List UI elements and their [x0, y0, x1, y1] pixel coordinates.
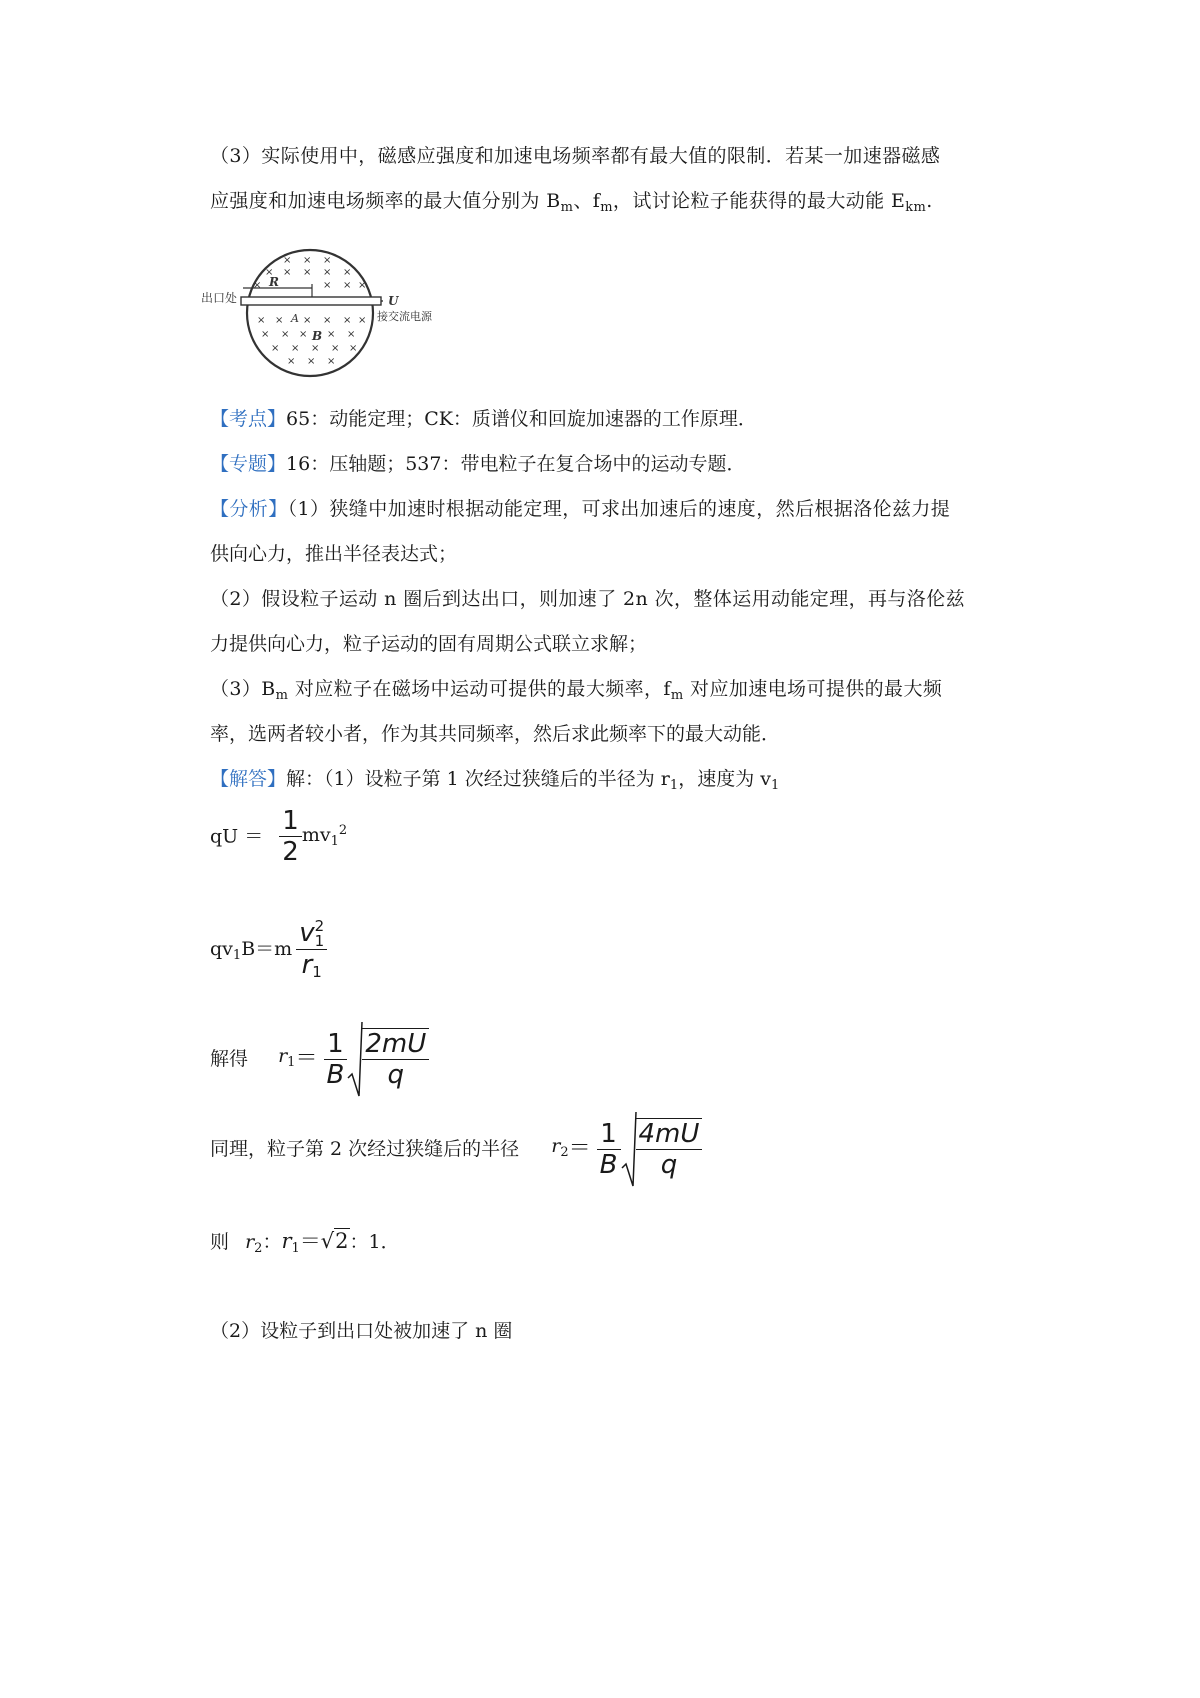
problem-part3-line1: （3）实际使用中，磁感应强度和加速电场频率都有最大值的限制．若某一加速器磁感 — [210, 145, 941, 167]
svg-text:×: × — [327, 356, 336, 367]
kaodian-line — [210, 404, 757, 434]
eq-var — [551, 1134, 569, 1160]
kaodian-tag: 【考点】 — [210, 408, 287, 430]
var-r: r — [301, 949, 313, 980]
text-seg: （3）B — [210, 678, 276, 700]
fraction-one-over-b — [597, 1119, 621, 1180]
eq-text: 同理，粒子第 2 次经过狭缝后的半径 — [210, 1138, 520, 1160]
eq-text: ：1． — [349, 1231, 400, 1253]
frac-den: q — [362, 1059, 429, 1090]
svg-text:×: × — [303, 267, 312, 278]
text-seg: （1）狭缝中加速时根据动能定理，可求出加速后的速度，然后根据洛伦兹力提 — [287, 498, 951, 520]
zhuanti-tag: 【专题】 — [210, 453, 287, 475]
fenxi-line3: （2）假设粒子运动 n 圈后到达出口，则加速了 2n 次，整体运用动能定理，再与洛伦兹 — [210, 588, 966, 610]
text-seg: 对应加速电场可提供的最大频 — [683, 678, 943, 700]
text-seg: . — [926, 190, 933, 212]
fraction-one-half — [279, 806, 302, 867]
text-seg: 应强度和加速电场频率的最大值分别为 B — [210, 190, 561, 212]
frac-num: 1 — [327, 1028, 344, 1059]
exit-label: 出口处 — [201, 291, 238, 305]
equation-lorentz-force — [210, 918, 327, 987]
eq-text: qU ＝ — [210, 825, 264, 848]
subscript: 1 — [312, 962, 322, 981]
subscript: km — [905, 200, 927, 215]
subscript: 2 — [560, 1144, 569, 1160]
jieda-line1 — [210, 764, 779, 801]
text-seg: ，试讨论粒子能获得的最大动能 E — [612, 190, 906, 212]
text-seg: 、f — [573, 190, 601, 212]
subscript: m — [560, 200, 574, 215]
svg-text:×: × — [343, 267, 352, 278]
eq-text: ＝ — [295, 1046, 318, 1071]
svg-text:×: × — [343, 280, 352, 291]
svg-text:×: × — [287, 356, 296, 367]
subscript: 1 — [287, 1054, 296, 1070]
superscript: 2 — [338, 823, 348, 838]
svg-text:×: × — [303, 255, 312, 266]
part2-line: （2）设粒子到出口处被加速了 n 圈 — [210, 1320, 513, 1342]
svg-text:×: × — [358, 280, 367, 291]
eq-var — [245, 1231, 263, 1256]
frac-num: 2mU — [365, 1029, 427, 1059]
var-r: r — [281, 1229, 292, 1253]
text-seg: 解：（1）设粒子第 1 次经过狭缝后的半径为 r — [286, 768, 670, 790]
fraction-one-over-b — [324, 1029, 348, 1090]
kaodian-text: 65：动能定理；CK：质谱仪和回旋加速器的工作原理． — [286, 408, 757, 430]
frac-den: 2 — [279, 836, 302, 867]
subscript: 1 — [232, 947, 242, 963]
subscript: m — [600, 200, 613, 215]
frac-den: B — [597, 1149, 621, 1180]
text-seg: ，速度为 v — [678, 768, 771, 790]
frac-num: 1 — [600, 1118, 617, 1149]
subscript: 1 — [770, 778, 780, 793]
svg-text:×: × — [283, 267, 292, 278]
svg-text:×: × — [281, 329, 290, 340]
frac-den: B — [324, 1059, 348, 1090]
b-label: B — [312, 329, 323, 343]
frac-num: 4mU — [638, 1119, 700, 1149]
svg-text:×: × — [307, 356, 316, 367]
svg-text:×: × — [347, 329, 356, 340]
superscript: 2 — [314, 916, 325, 935]
gap-slit — [241, 297, 381, 305]
fenxi-line2: 供向心力，推出半径表达式； — [210, 543, 458, 565]
sqrt-two: √2 — [320, 1229, 349, 1253]
equation-kinetic-energy — [210, 806, 347, 867]
svg-text:×: × — [323, 280, 332, 291]
svg-text:×: × — [343, 315, 352, 326]
fraction-v-over-r — [296, 918, 327, 987]
eq-var — [281, 1229, 300, 1256]
svg-text:×: × — [265, 267, 274, 278]
svg-text:×: × — [323, 255, 332, 266]
subscript: m — [275, 688, 289, 703]
problem-part3-line2 — [210, 186, 933, 223]
subscript: 1 — [314, 931, 325, 950]
frac-num: 1 — [282, 806, 299, 836]
equation-r2 — [210, 1110, 702, 1188]
text-seg: 对应粒子在磁场中运动可提供的最大频率，f — [288, 678, 671, 700]
eq-text: ＝ — [299, 1229, 321, 1253]
eq-text: B＝m — [241, 937, 293, 960]
svg-text:×: × — [271, 343, 280, 354]
svg-text:×: × — [303, 315, 312, 326]
svg-text:×: × — [311, 343, 320, 354]
var-v: v — [299, 918, 315, 948]
jieda-tag: 【解答】 — [210, 768, 287, 790]
frac-den — [296, 949, 327, 987]
u-label: U — [388, 294, 399, 308]
svg-text:×: × — [257, 315, 266, 326]
eq-text: 则 — [210, 1231, 230, 1253]
radicand — [636, 1118, 703, 1180]
subscript: m — [670, 688, 684, 703]
svg-text:×: × — [261, 329, 270, 340]
fenxi-line5 — [210, 674, 942, 711]
sqrt-2mu-over-q — [347, 1020, 429, 1098]
svg-text:×: × — [331, 343, 340, 354]
eq-text: ： — [262, 1231, 282, 1253]
subscript: 1 — [330, 834, 339, 849]
eq-text: qv — [210, 937, 233, 960]
source-label: 接交流电源 — [377, 310, 432, 323]
equation-ratio — [210, 1226, 400, 1264]
field-cross-marks — [253, 255, 366, 367]
eq-lhs — [210, 937, 293, 963]
svg-text:×: × — [358, 315, 367, 326]
svg-text:×: × — [283, 255, 292, 266]
frac-num — [296, 918, 327, 949]
radical-sign — [621, 1110, 637, 1188]
svg-text:×: × — [327, 329, 336, 340]
svg-text:×: × — [323, 315, 332, 326]
subscript: 1 — [291, 1241, 300, 1256]
sqrt-4mu-over-q — [621, 1110, 703, 1188]
fenxi-tag: 【分析】 — [210, 498, 288, 520]
var-r: r — [278, 1044, 288, 1067]
eq-var — [278, 1044, 296, 1070]
radicand: 2 — [335, 1229, 349, 1253]
var-r: r — [551, 1134, 561, 1157]
eq-text: mv — [301, 824, 331, 846]
frac-den: q — [636, 1149, 703, 1180]
radical-sign — [347, 1020, 363, 1098]
fenxi-line4: 力提供向心力，粒子运动的固有周期公式联立求解； — [210, 633, 648, 655]
subscript: 1 — [669, 778, 679, 793]
eq-text: ＝ — [568, 1136, 591, 1161]
svg-text:×: × — [275, 315, 284, 326]
zhuanti-line — [210, 449, 745, 479]
eq-text: 解得 — [210, 1048, 249, 1070]
svg-text:×: × — [291, 343, 300, 354]
svg-text:×: × — [349, 343, 358, 354]
var-r: r — [245, 1231, 255, 1253]
zhuanti-text: 16：压轴题；537：带电粒子在复合场中的运动专题． — [286, 453, 746, 475]
svg-text:×: × — [253, 280, 262, 291]
svg-text:×: × — [299, 329, 308, 340]
fenxi-line1 — [210, 494, 950, 524]
eq-rhs — [301, 823, 348, 849]
svg-text:×: × — [323, 267, 332, 278]
fenxi-line6: 率，选两者较小者，作为其共同频率，然后求此频率下的最大动能． — [210, 723, 781, 745]
r-label: R — [269, 275, 279, 289]
a-label: A — [291, 312, 299, 325]
radicand — [362, 1028, 429, 1090]
cyclotron-figure — [195, 243, 455, 383]
equation-r1 — [210, 1020, 429, 1098]
subscript: 2 — [254, 1241, 263, 1256]
